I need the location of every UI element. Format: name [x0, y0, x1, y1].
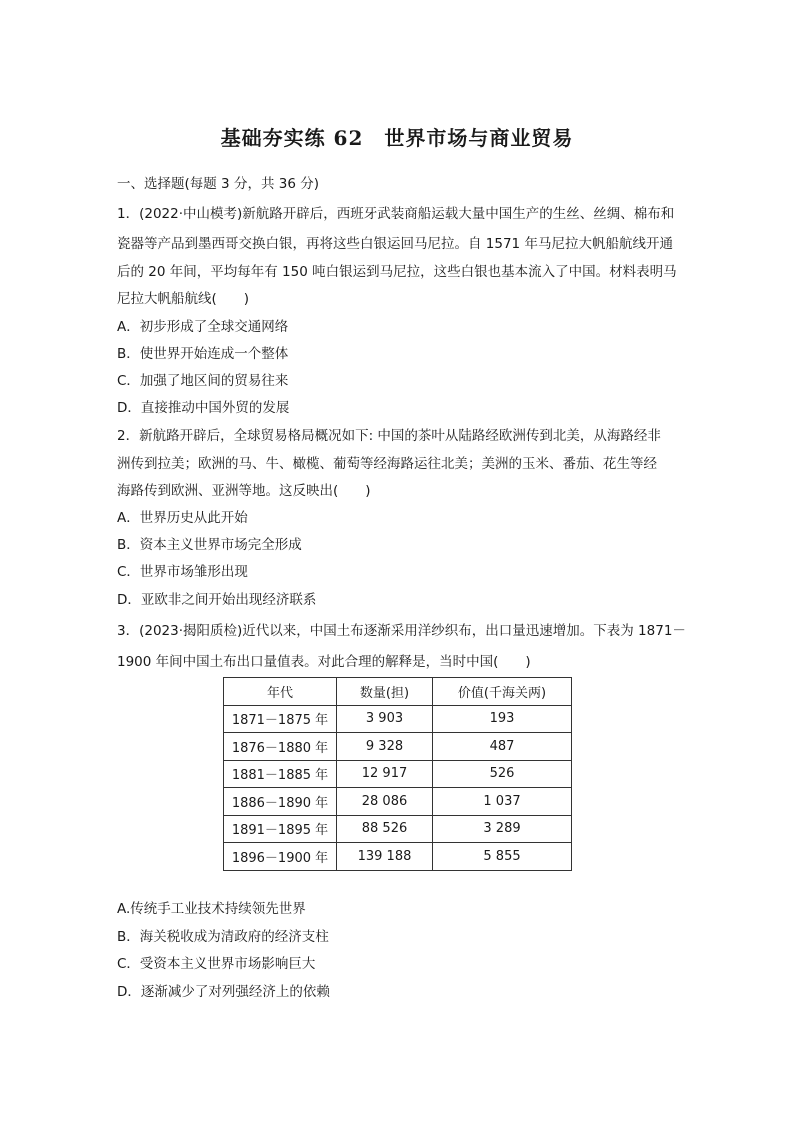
table-header: 年代 [224, 678, 337, 706]
table-row [224, 815, 572, 843]
table-cell: 3 289 [433, 815, 572, 843]
table-row [224, 843, 572, 871]
q2-stem-line: 洲传到拉美；欧洲的马、牛、橄榄、葡萄等经海路运往北美；美洲的玉米、番茄、花生等经 [117, 456, 657, 472]
q3-option-c: C．受资本主义世界市场影响巨大 [117, 956, 316, 972]
table-cell: 9 328 [337, 733, 433, 761]
table-row [224, 788, 572, 816]
q2-option-d: D．亚欧非之间开始出现经济联系 [117, 592, 317, 608]
section-heading: 一、选择题(每题 3 分，共 36 分) [117, 176, 319, 192]
table-cell: 487 [433, 733, 572, 761]
table-cell: 1896－1900 年 [224, 843, 337, 871]
table-row [224, 733, 572, 761]
q1-stem-line: 1．(2022·中山模考)新航路开辟后，西班牙武装商船运载大量中国生产的生丝、丝绸、棉布和 [117, 206, 675, 222]
table-cell: 88 526 [337, 815, 433, 843]
q1-option-b: B．使世界开始连成一个整体 [117, 346, 289, 362]
table-header: 价值(千海关两) [433, 678, 572, 706]
q1-option-d: D．直接推动中国外贸的发展 [117, 400, 290, 416]
q2-stem-line: 海路传到欧洲、亚洲等地。这反映出( ) [117, 483, 371, 499]
q1-stem-line: 后的 20 年间，平均每年有 150 吨白银运到马尼拉，这些白银也基本流入了中国。材料表明马 [117, 264, 677, 280]
table-header: 数量(担) [337, 678, 433, 706]
q3-option-b: B．海关税收成为清政府的经济支柱 [117, 929, 329, 945]
q2-option-a: A．世界历史从此开始 [117, 510, 248, 526]
table-header-row [224, 678, 572, 706]
table-row [224, 705, 572, 733]
q2-stem-line: 2．新航路开辟后，全球贸易格局概况如下: 中国的茶叶从陆路经欧洲传到北美，从海路经非 [117, 428, 661, 444]
table-cell: 1 037 [433, 788, 572, 816]
table-row [224, 760, 572, 788]
table-cell: 3 903 [337, 705, 433, 733]
page-title: 基础夯实练 62 世界市场与商业贸易 [220, 126, 574, 150]
export-table [223, 677, 572, 871]
q1-option-c: C．加强了地区间的贸易往来 [117, 373, 289, 389]
table-cell: 193 [433, 705, 572, 733]
q3-option-d: D．逐渐减少了对列强经济上的依赖 [117, 984, 330, 1000]
table-cell: 1886－1890 年 [224, 788, 337, 816]
q3-option-a: A.传统手工业技术持续领先世界 [117, 901, 306, 917]
table-cell: 12 917 [337, 760, 433, 788]
q1-stem-line: 瓷器等产品到墨西哥交换白银，再将这些白银运回马尼拉。自 1571 年马尼拉大帆船航线开通 [117, 236, 673, 252]
table-cell: 526 [433, 760, 572, 788]
q1-option-a: A．初步形成了全球交通网络 [117, 319, 289, 335]
table-cell: 1871－1875 年 [224, 705, 337, 733]
table-cell: 1876－1880 年 [224, 733, 337, 761]
q3-stem-line: 1900 年间中国土布出口量值表。对此合理的解释是，当时中国( ) [117, 654, 531, 670]
q2-option-c: C．世界市场雏形出现 [117, 564, 248, 580]
table-cell: 1881－1885 年 [224, 760, 337, 788]
table-cell: 5 855 [433, 843, 572, 871]
q3-stem-line: 3．(2023·揭阳质检)近代以来，中国土布逐渐采用洋纱织布，出口量迅速增加。下表为 1871－ [117, 623, 686, 639]
table-cell: 139 188 [337, 843, 433, 871]
q1-stem-line: 尼拉大帆船航线( ) [117, 291, 250, 307]
table-cell: 28 086 [337, 788, 433, 816]
q2-option-b: B．资本主义世界市场完全形成 [117, 537, 302, 553]
table-cell: 1891－1895 年 [224, 815, 337, 843]
